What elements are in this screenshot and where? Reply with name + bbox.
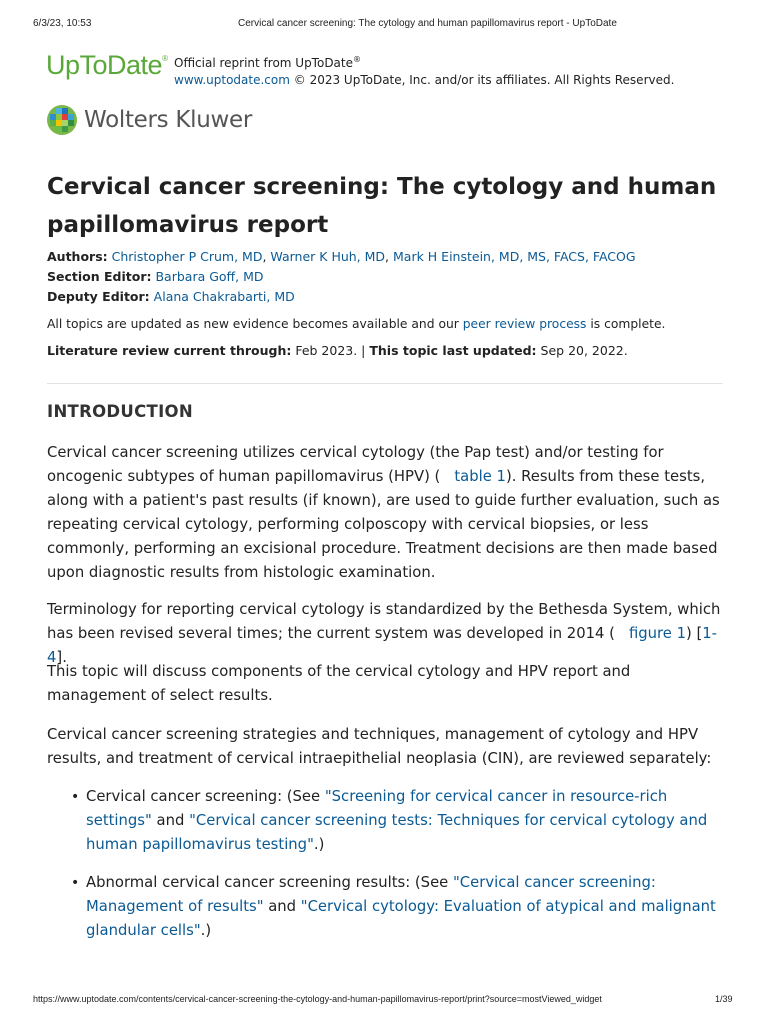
uptodate-site-link[interactable]: www.uptodate.com bbox=[174, 73, 290, 87]
author-link[interactable]: Christopher P Crum, MD bbox=[111, 249, 263, 264]
list-item-text: Abnormal cervical cancer screening results: (See bbox=[86, 874, 453, 891]
peer-review-link[interactable]: peer review process bbox=[462, 317, 587, 331]
uptodate-logo[interactable] bbox=[46, 50, 167, 81]
wolters-kluwer-logo[interactable] bbox=[46, 104, 252, 136]
wolters-kluwer-mosaic-icon bbox=[46, 104, 78, 136]
list-item-text: Cervical cancer screening: (See bbox=[86, 788, 325, 805]
reference-link[interactable]: 1-4 bbox=[47, 625, 718, 666]
print-page-number: 1/39 bbox=[715, 994, 733, 1004]
paragraph-text: ). Results from these tests, along with a patient's past results (if known), are used to guide further evaluation, such as repeating cervical cytology, performing colposcopy with cervical biopsies, or less commonly, performing an excisional procedure. Treatment decisions are then made based upon diagnostic results from histologic examination. bbox=[47, 468, 720, 581]
list-item-text: .) bbox=[200, 922, 212, 939]
reprint-notice bbox=[174, 51, 674, 89]
authors-label: Authors: bbox=[47, 249, 108, 264]
section-editor-link[interactable]: Barbara Goff, MD bbox=[155, 269, 264, 284]
print-url: https://www.uptodate.com/contents/cervical-cancer-screening-the-cytology-and-human-papillomavirus-report/print?source=mostViewed_widget bbox=[33, 994, 602, 1004]
topic-link[interactable]: "Cervical cancer screening tests: Techniques for cervical cytology and human papillomavirus testing" bbox=[86, 812, 708, 853]
list-item bbox=[71, 785, 726, 857]
paragraph-text: Cervical cancer screening utilizes cervical cytology (the Pap test) and/or testing for oncogenic subtypes of human papillomavirus (HPV) ( bbox=[47, 444, 664, 485]
section-editor-line bbox=[47, 267, 264, 287]
uptodate-logo-text: UpToDate bbox=[46, 50, 163, 80]
list-item-text: and bbox=[151, 812, 190, 829]
deputy-editor-label: Deputy Editor: bbox=[47, 289, 150, 304]
update-note bbox=[47, 314, 665, 334]
publisher-name: Wolters Kluwer bbox=[84, 107, 253, 133]
divider bbox=[47, 383, 723, 384]
author-link[interactable]: Mark H Einstein, MD, MS, FACS, FACOG bbox=[393, 249, 636, 264]
print-page-title: Cervical cancer screening: The cytology and human papillomavirus report - UpToDate bbox=[238, 18, 617, 29]
page-title: Cervical cancer screening: The cytology and human papillomavirus report bbox=[47, 174, 717, 238]
intro-paragraph-3: This topic will discuss components of the cervical cytology and HPV report and management of select results. bbox=[47, 663, 631, 704]
reprint-mark: ® bbox=[353, 55, 361, 64]
topic-link[interactable]: "Cervical cancer screening: Management of results" bbox=[86, 874, 656, 915]
last-updated-value: Sep 20, 2022. bbox=[536, 343, 628, 358]
intro-paragraph-4: Cervical cancer screening strategies and techniques, management of cytology and HPV results, and treatment of cervical intraepithelial neoplasia (CIN), are reviewed separately: bbox=[47, 726, 712, 767]
print-datetime: 6/3/23, 10:53 bbox=[33, 18, 92, 29]
reprint-line: Official reprint from UpToDate bbox=[174, 56, 353, 70]
last-updated-label: This topic last updated: bbox=[369, 343, 537, 358]
update-note-text: All topics are updated as new evidence becomes available and our bbox=[47, 317, 463, 331]
paragraph-text: ) [ bbox=[686, 625, 703, 642]
deputy-editor-link[interactable]: Alana Chakrabarti, MD bbox=[153, 289, 295, 304]
review-dates bbox=[47, 341, 628, 361]
bullet-icon: • bbox=[71, 789, 80, 805]
deputy-editor-line bbox=[47, 287, 295, 307]
lit-review-label: Literature review current through: bbox=[47, 343, 292, 358]
section-heading-introduction: INTRODUCTION bbox=[47, 402, 193, 421]
figure-1-link[interactable]: figure 1 bbox=[628, 625, 687, 642]
intro-paragraph-1 bbox=[47, 441, 727, 585]
copyright-text: © 2023 UpToDate, Inc. and/or its affiliates. All Rights Reserved. bbox=[289, 73, 675, 87]
section-editor-label: Section Editor: bbox=[47, 269, 152, 284]
topic-link[interactable]: "Cervical cytology: Evaluation of atypical and malignant glandular cells" bbox=[86, 898, 716, 939]
update-note-text: is complete. bbox=[586, 317, 666, 331]
list-item-text: and bbox=[263, 898, 301, 915]
bullet-icon: • bbox=[71, 875, 80, 891]
paragraph-text: ]. bbox=[56, 649, 67, 666]
topic-link[interactable]: "Screening for cervical cancer in resource-rich settings" bbox=[86, 788, 668, 829]
uptodate-logo-mark: ® bbox=[162, 54, 168, 63]
paragraph-text: Terminology for reporting cervical cytology is standardized by the Bethesda System, which has been revised several times; the current system was developed in 2014 ( bbox=[47, 601, 721, 642]
author-link[interactable]: Warner K Huh, MD bbox=[270, 249, 386, 264]
table-1-link[interactable]: table 1 bbox=[454, 468, 506, 485]
list-item-text: .) bbox=[313, 836, 325, 853]
lit-review-value: Feb 2023. | bbox=[291, 343, 370, 358]
list-item bbox=[71, 871, 726, 943]
authors-line: Authors: Christopher P Crum, MD, Warner K Huh, MD, Mark H Einstein, MD, MS, FACS, FACOG bbox=[47, 249, 636, 264]
